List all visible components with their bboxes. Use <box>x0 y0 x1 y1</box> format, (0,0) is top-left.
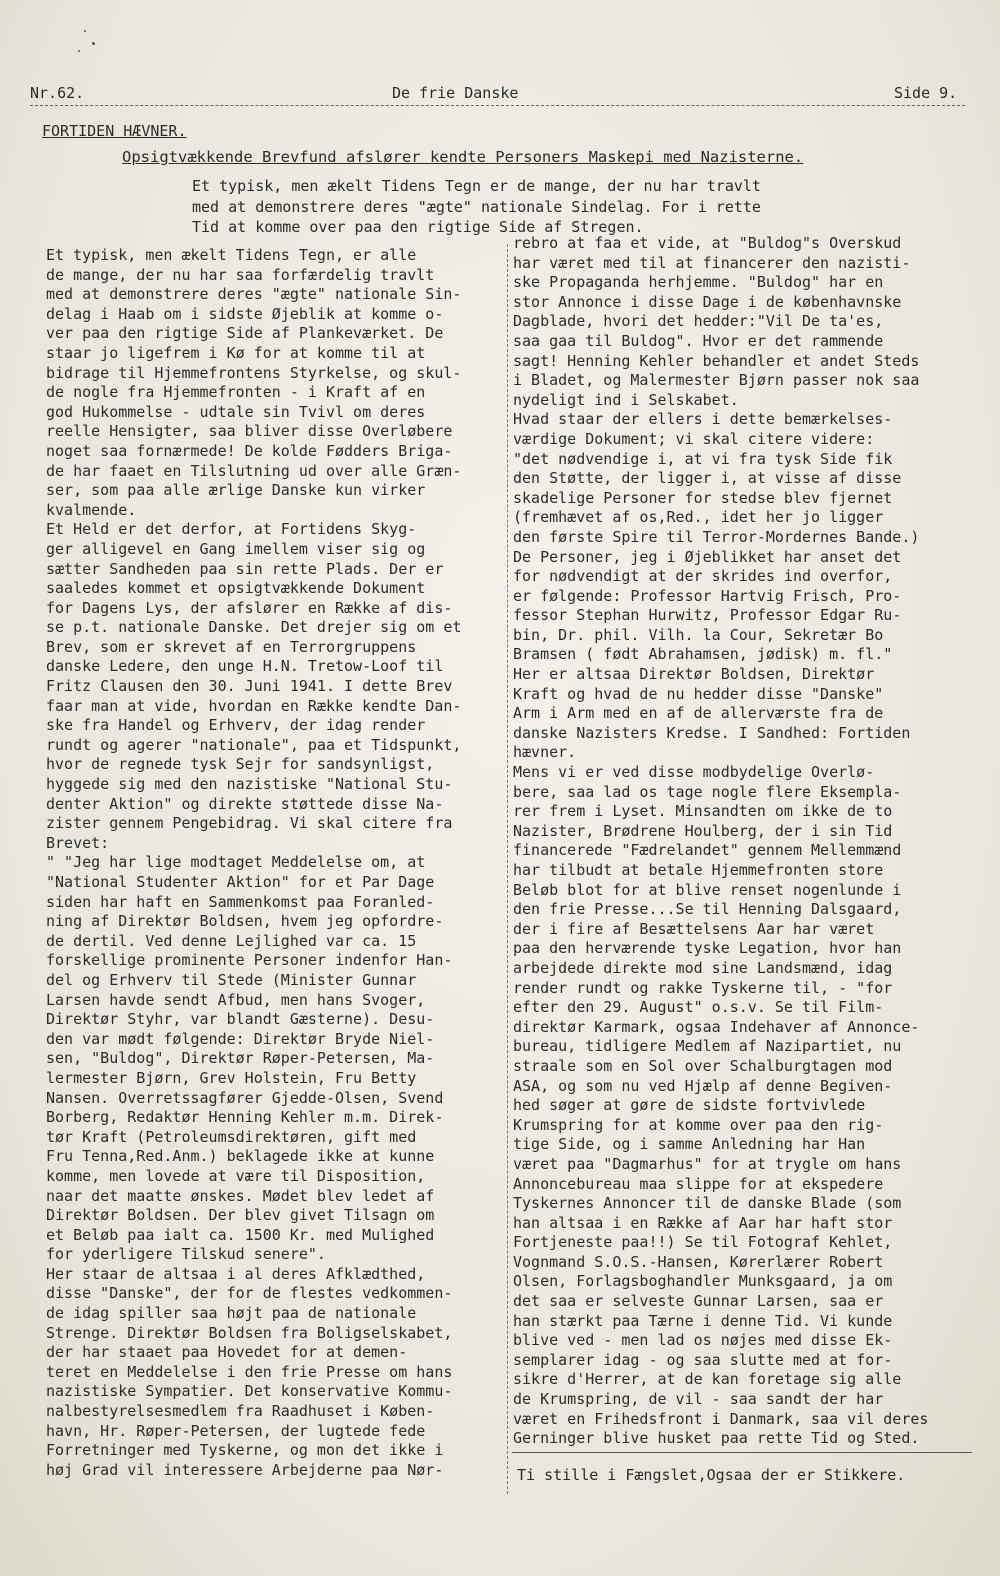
text-line: efter den 29. August" o.s.v. Se til Film- <box>513 998 884 1017</box>
text-line: "det nødvendige i, at vi fra tysk Side fik <box>513 449 893 468</box>
left-column <box>46 246 504 1480</box>
text-line: Bramsen ( født Abrahamsen, jødisk) m. fl." <box>513 645 893 664</box>
text-line: har tilbudt at betale Hjemmefronten store <box>513 861 884 879</box>
text-line: hed søger at gøre de sidste fortvivlede <box>513 1096 866 1115</box>
text-line: blive ved - men lad os nøjes med disse Ek- <box>513 1331 893 1350</box>
text-line: god Hukommelse - udtale sin Tvivl om deres <box>46 402 426 421</box>
text-line: de Krumspring, de vil - saa sandt der har <box>513 1390 884 1409</box>
text-line: et Beløb paa ialt ca. 1500 Kr. med Mulighed <box>46 1225 435 1244</box>
text-line: de mange, der nu har saa forfærdelig travlt <box>46 265 435 284</box>
text-line: Her er altsaa Direktør Boldsen, Direktør <box>513 665 875 684</box>
text-line: lermester Bjørn, Grev Holstein, Fru Betty <box>46 1068 417 1087</box>
text-line: ver paa den rigtige Side af Plankeværket. De <box>46 324 444 343</box>
text-line: zister gennem Pengebidrag. Vi skal citere fra <box>46 814 453 833</box>
text-line: del og Erhverv til Stede (Minister Gunnar <box>46 970 417 989</box>
text-line: render rundt og rakke Tyskerne til, - "for <box>513 978 893 997</box>
text-line: Olsen, Forlagsboghandler Munksgaard, ja om <box>513 1272 893 1291</box>
text-line: hævner. <box>513 743 577 762</box>
text-line: Nazister, Brødrene Houlberg, der i sin Tid <box>513 821 893 840</box>
text-line: ske fra Handel og Erhverv, der idag render <box>46 716 426 735</box>
text-line: er følgende: Professor Hartvig Frisch, Pro- <box>513 586 902 605</box>
text-line: staar jo ligefrem i Kø for at komme til at <box>46 343 426 362</box>
text-line: financerede "Fædrelandet" gennem Mellemmænd <box>513 841 902 860</box>
text-line: været en Frihedsfront i Danmark, saa vil deres <box>513 1409 929 1428</box>
text-line: Brevet: <box>46 833 110 852</box>
text-line: den var mødt følgende: Direktør Bryde Niel- <box>46 1029 435 1048</box>
text-line: rebro at faa et vide, at "Buldog"s Overskud <box>513 234 902 252</box>
text-line: Hvad staar der ellers i dette bemærkelses- <box>513 410 893 429</box>
text-line: Kraft og hvad de nu hedder disse "Danske" <box>513 684 884 703</box>
text-line: bidrage til Hjemmefrontens Styrkelse, og skul- <box>46 363 462 382</box>
text-line: med at demonstrere deres "ægte" nationale Sin- <box>46 285 462 304</box>
text-line: værdige Dokument; vi skal citere videre: <box>513 429 875 448</box>
text-line: delag i Haab om i sidste Øjeblik at komme o- <box>46 304 444 323</box>
text-line: De Personer, jeg i Øjeblikket har anset det <box>513 547 902 566</box>
text-line: bere, saa lad os tage nogle flere Eksempla- <box>513 782 902 801</box>
text-line: Fritz Clausen den 30. Juni 1941. I dette Brev <box>46 677 453 696</box>
text-line: saa gaa til Buldog". Hvor er det rammende <box>513 331 884 350</box>
text-line: saaledes kommet et opsigtvækkende Dokument <box>46 579 426 598</box>
text-line: Arm i Arm med en af de allerværste fra de <box>513 704 884 723</box>
text-line: for Dagens Lys, der afslører en Række af dis- <box>46 598 453 617</box>
text-line: paa den herværende tyske Legation, hvor han <box>513 939 902 958</box>
section-title: FORTIDEN HÆVNER. <box>42 122 187 140</box>
text-line: i Bladet, og Malermester Bjørn passer nok saa <box>513 371 920 390</box>
text-line: den første Spire til Terror-Mordernes Bande.) <box>513 527 920 546</box>
lead-line: med at demonstrere deres "ægte" nationale Sindelag. For i rette <box>192 197 761 216</box>
text-line: se p.t. nationale Danske. Det drejer sig om et <box>46 618 462 637</box>
text-line: bureau, tidligere Medlem af Nazipartiet, nu <box>513 1037 902 1056</box>
text-line: sætter Sandheden paa sin rette Plads. Der er <box>46 559 444 578</box>
text-line: Mens vi er ved disse modbydelige Overlø- <box>513 763 875 782</box>
page-number: Side 9. <box>894 84 958 102</box>
text-line: Fortjeneste paa!!) Se til Fotograf Kehlet, <box>513 1233 893 1252</box>
text-line: Vognmand S.O.S.-Hansen, Kørerlærer Robert <box>513 1252 884 1271</box>
text-line: sikre d'Herrer, at de kan foretage sig alle <box>513 1370 902 1389</box>
text-line: Forretninger med Tyskerne, og mon det ikke i <box>46 1441 444 1460</box>
text-line: semplarer idag - og saa slutte med at for- <box>513 1350 893 1369</box>
text-line: siden har haft en Sammenkomst paa Foranled- <box>46 892 435 911</box>
text-line: Brev, som er skrevet af en Terrorgruppens <box>46 637 417 656</box>
text-line: sen, "Buldog", Direktør Røper-Petersen, Ma- <box>46 1049 435 1068</box>
text-line: Tyskernes Annoncer til de danske Blade (som <box>513 1194 902 1213</box>
text-line: "National Studenter Aktion" for et Par Dage <box>46 873 435 891</box>
text-line: ske Propaganda herhjemme. "Buldog" har en <box>513 273 884 292</box>
text-line: har været med til at financerer den nazisti- <box>513 253 911 272</box>
text-line: rer frem i Lyset. Minsandten om ikke de to <box>513 802 893 821</box>
text-line: direktør Karmark, ogsaa Indehaver af Annonce- <box>513 1017 920 1036</box>
text-line: for nødvendigt at der skrides ind overfor, <box>513 567 893 586</box>
text-line: nydeligt ind i Selskabet. <box>513 390 739 409</box>
text-line: faar man at vide, hvordan en Række kendte Dan- <box>46 696 462 715</box>
text-line: nalbestyrelsesmedlem fra Raadhuset i Køben- <box>46 1402 435 1421</box>
right-column <box>513 234 973 1449</box>
text-line: havn, Hr. Røper-Petersen, der lugtede fede <box>46 1421 426 1440</box>
text-line: disse "Danske", der for de flestes vedkommen- <box>46 1284 453 1303</box>
text-line: tige Side, og i samme Anledning har Han <box>513 1135 866 1154</box>
text-line: han stærkt paa Tærne i denne Tid. Vi kunde <box>513 1311 893 1330</box>
text-line: den frie Presse...Se til Henning Dalsgaard, <box>513 900 902 919</box>
text-line: for yderligere Tilskud senere". <box>46 1245 326 1264</box>
text-line: ger alligevel en Gang imellem viser sig og <box>46 539 426 558</box>
text-line: Fru Tenna,Red.Anm.) beklagede ikke at kunne <box>46 1147 435 1166</box>
text-line: det saa er selveste Gunnar Larsen, saa er <box>513 1292 884 1311</box>
text-line: Nansen. Overretssagfører Gjedde-Olsen, Svend <box>46 1088 444 1107</box>
text-line: Gerninger blive husket paa rette Tid og Sted. <box>513 1429 920 1448</box>
text-line: høj Grad vil interessere Arbejderne paa Nør- <box>46 1460 444 1479</box>
text-line: hyggede sig med den nazistiske "National Stu- <box>46 775 453 794</box>
text-line: der har staaet paa Hovedet for at demen- <box>46 1343 408 1362</box>
text-line: Strenge. Direktør Boldsen fra Boligselskabet, <box>46 1323 453 1342</box>
text-line: hvor de regnede tysk Sejr for sandsynligst, <box>46 755 435 774</box>
ink-speck <box>78 50 80 52</box>
text-line: Beløb blot for at blive renset nogenlunde i <box>513 880 902 899</box>
header-rule <box>30 105 965 106</box>
text-line: stor Annonce i disse Dage i de københavnske <box>513 292 902 311</box>
text-line: Larsen havde sendt Afbud, men hans Svoger, <box>46 990 426 1009</box>
text-line: " "Jeg har lige modtaget Meddelelse om, at <box>46 853 426 872</box>
text-line: Direktør Styhr, var blandt Gæsterne). Desu- <box>46 1010 435 1029</box>
text-line: den Støtte, der ligger i, at visse af disse <box>513 469 902 488</box>
text-line: tør Kraft (Petroleumsdirektøren, gift med <box>46 1127 417 1146</box>
text-line: Annoncebureau maa slippe for at ekspedere <box>513 1174 884 1193</box>
text-line: teret en Meddelelse i den frie Presse om hans <box>46 1362 453 1381</box>
ink-speck <box>92 42 95 45</box>
text-line: han altsaa i en Række af Aar har haft stor <box>513 1213 893 1232</box>
text-line: ser, som paa alle ærlige Danske kun virker <box>46 481 426 500</box>
text-line: Her staar de altsaa i al deres Afklædthed, <box>46 1264 426 1283</box>
text-line: noget saa fornærmede! De kolde Fødders Briga- <box>46 441 453 460</box>
ink-speck <box>84 30 86 32</box>
text-line: (fremhævet af os,Red., idet her jo ligger <box>513 508 884 527</box>
text-line: sagt! Henning Kehler behandler et andet Steds <box>513 351 920 370</box>
text-line: denter Aktion" og direkte støttede disse Na- <box>46 794 444 813</box>
text-line: danske Nazisters Kredse. I Sandhed: Fortiden <box>513 723 911 742</box>
text-line: kvalmende. <box>46 500 137 519</box>
text-line: der i fire af Besættelsens Aar har været <box>513 919 875 938</box>
text-line: naar det maatte ønskes. Mødet blev ledet af <box>46 1186 435 1205</box>
lead-line: Et typisk, men ækelt Tidens Tegn er de mange, der nu har travlt <box>192 177 761 195</box>
text-line: Et Held er det derfor, at Fortidens Skyg- <box>46 520 417 539</box>
text-line: forskellige prominente Personer indenfor Han- <box>46 951 453 970</box>
text-line: bin, Dr. phil. Vilh. la Cour, Sekretær Bo <box>513 625 884 644</box>
closing-line: Ti stille i Fængslet,Ogsaa der er Stikkere. <box>517 1466 906 1484</box>
text-line: været paa "Dagmarhus" for at trygle om hans <box>513 1154 902 1173</box>
text-line: reelle Hensigter, saa bliver disse Overløbere <box>46 422 453 441</box>
text-line: arbejdede direkte mod sine Landsmænd, idag <box>513 958 893 977</box>
article-headline: Opsigtvækkende Brevfund afslører kendte Personers Maskepi med Nazisterne. <box>122 148 804 166</box>
text-line: de idag spiller saa højt paa de nationale <box>46 1304 417 1323</box>
closing-rule <box>512 1452 972 1453</box>
text-line: ASA, og som nu ved Hjælp af denne Begiven- <box>513 1076 893 1095</box>
issue-number: Nr.62. <box>30 84 85 102</box>
text-line: straale som en Sol over Schalburgtagen mod <box>513 1056 893 1075</box>
text-line: danske Ledere, den unge H.N. Tretow-Loof til <box>46 657 444 676</box>
text-line: Et typisk, men ækelt Tidens Tegn, er alle <box>46 246 417 264</box>
text-line: nazistiske Sympatier. Det konservative Kommu- <box>46 1382 453 1401</box>
text-line: ning af Direktør Boldsen, hvem jeg opfordre- <box>46 912 444 931</box>
text-line: Krumspring for at komme over paa den rig- <box>513 1115 884 1134</box>
text-line: Dagblade, hvori det hedder:"Vil De ta'es, <box>513 312 884 331</box>
text-line: de har faaet en Tilslutning ud over alle Græn- <box>46 461 462 480</box>
text-line: de nogle fra Hjemmefronten - i Kraft af en <box>46 383 426 402</box>
article-lead <box>192 176 872 238</box>
text-line: rundt og agerer "nationale", paa et Tidspunkt, <box>46 735 462 754</box>
text-line: fessor Stephan Hurwitz, Professor Edgar Ru- <box>513 606 902 625</box>
text-line: skadelige Personer for stedse blev fjernet <box>513 488 893 507</box>
text-line: de dertil. Ved denne Lejlighed var ca. 15 <box>46 931 417 950</box>
text-line: Direktør Boldsen. Der blev givet Tilsagn om <box>46 1206 435 1225</box>
text-line: komme, men lovede at være til Disposition, <box>46 1166 426 1185</box>
text-line: Borberg, Redaktør Henning Kehler m.m. Direk- <box>46 1108 444 1127</box>
lead-line: Tid at komme over paa den rigtige Side af Stregen. <box>192 218 644 236</box>
paper-title: De frie Danske <box>392 84 519 102</box>
column-divider <box>507 244 508 1494</box>
